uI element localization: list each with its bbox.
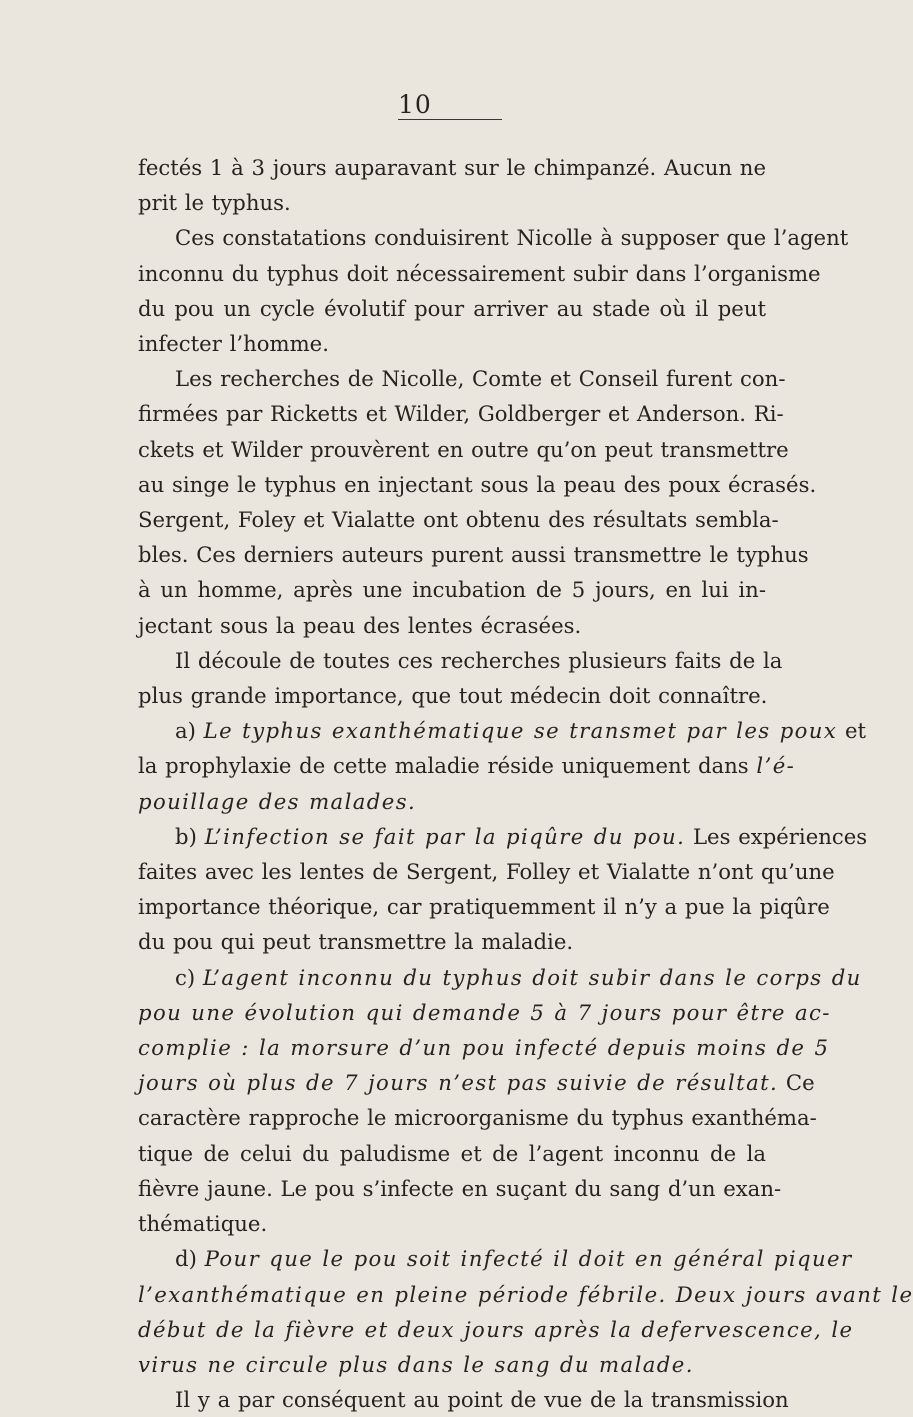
text-fragment: inconnu du typhus doit nécessairement subir dans l’organisme — [138, 260, 821, 286]
header-rule — [398, 119, 502, 120]
italic-text: l’exanthématique en pleine période fébrile. Deux jours avant le — [138, 1281, 913, 1307]
text-fragment: prit le typhus. — [138, 190, 291, 216]
text-fragment: firmées par Ricketts et Wilder, Goldberger et Anderson. Ri- — [138, 401, 784, 427]
text-fragment: Il y a par conséquent au point de vue de la transmission — [175, 1387, 789, 1413]
text-line — [138, 1347, 766, 1382]
text-fragment: du pou qui peut transmettre la maladie. — [138, 929, 574, 955]
text-line — [138, 1030, 830, 1065]
text-line — [138, 995, 831, 1030]
italic-text: pouillage des malades. — [138, 788, 417, 814]
italic-text: Pour que le pou soit infecté il doit en général piquer — [204, 1246, 853, 1272]
italic-text: L’agent inconnu du typhus doit subir dans le corps du — [202, 964, 862, 990]
text-fragment: d) — [175, 1246, 205, 1272]
text-fragment: a) — [175, 718, 204, 744]
text-line — [138, 608, 766, 643]
text-line — [138, 432, 789, 467]
text-fragment: importance théorique, car pratiquemment il n’y a pue la piqûre — [138, 894, 830, 920]
text-fragment: c) — [175, 964, 203, 990]
text-fragment: du pou un cycle évolutif pour arriver au stade où il peut — [138, 295, 766, 321]
text-line — [138, 678, 766, 713]
text-fragment: fièvre jaune. Le pou s’infecte en suçant du sang d’un exan- — [138, 1175, 782, 1201]
text-line — [138, 960, 862, 995]
text-fragment: fectés 1 à 3 jours auparavant sur le chimpanzé. Aucun ne — [138, 155, 766, 180]
italic-text: Le typhus exanthématique se transmet par les poux — [203, 718, 838, 744]
text-line — [138, 1136, 766, 1171]
text-fragment: Il découle de toutes ces recherches plusieurs faits de la — [175, 647, 783, 673]
text-fragment: plus grande importance, que tout médecin doit connaître. — [138, 683, 768, 709]
text-fragment: Ces constatations conduisirent Nicolle à supposer que l’agent — [175, 225, 849, 251]
body-text — [138, 150, 913, 1417]
italic-text: l’é- — [756, 753, 796, 779]
text-line — [138, 924, 766, 959]
text-fragment: tique de celui du paludisme et de l’agent inconnu de la — [138, 1140, 766, 1166]
text-line — [138, 643, 783, 678]
text-line — [138, 537, 809, 572]
text-line — [138, 150, 766, 185]
text-line — [138, 1065, 815, 1100]
text-fragment: Les recherches de Nicolle, Comte et Conseil furent con- — [175, 366, 786, 392]
text-line — [138, 854, 835, 889]
text-line — [138, 1206, 766, 1241]
text-line — [138, 572, 766, 607]
text-line — [138, 467, 817, 502]
italic-text: L’infection se fait par la piqûre du pou. — [204, 823, 686, 849]
text-line — [138, 1382, 789, 1417]
text-line — [138, 220, 849, 255]
italic-text: virus ne circule plus dans le sang du malade. — [138, 1351, 694, 1377]
text-fragment: Sergent, Foley et Vialatte ont obtenu des résultats sembla- — [138, 507, 779, 533]
text-line — [138, 502, 779, 537]
text-fragment: Ce — [778, 1070, 815, 1096]
text-fragment: Les expériences — [685, 823, 868, 849]
text-fragment: thématique. — [138, 1211, 268, 1237]
text-line — [138, 889, 830, 924]
text-line — [138, 361, 786, 396]
text-fragment: au singe le typhus en injectant sous la peau des poux écrasés. — [138, 471, 817, 497]
text-line — [138, 396, 784, 431]
text-fragment: jectant sous la peau des lentes écrasées. — [138, 612, 582, 638]
italic-text: pou une évolution qui demande 5 à 7 jours pour être ac- — [138, 999, 831, 1025]
text-line — [138, 819, 868, 854]
text-fragment: faites avec les lentes de Sergent, Folley et Vialatte n’ont qu’une — [138, 859, 835, 885]
text-line — [138, 1277, 913, 1312]
text-fragment: la prophylaxie de cette maladie réside uniquement dans — [138, 753, 757, 779]
text-line — [138, 1312, 854, 1347]
italic-text: début de la fièvre et deux jours après la defervescence, le — [138, 1316, 854, 1342]
text-line — [138, 291, 766, 326]
text-fragment: caractère rapproche le microorganisme du typhus exanthéma- — [138, 1105, 817, 1131]
italic-text: jours où plus de 7 jours n’est pas suivie de résultat. — [138, 1070, 779, 1096]
italic-text: complie : la morsure d’un pou infecté depuis moins de 5 — [138, 1035, 830, 1061]
text-line — [138, 256, 821, 291]
text-line — [138, 185, 766, 220]
text-line — [138, 1241, 853, 1276]
text-line — [138, 1100, 817, 1135]
text-fragment: bles. Ces derniers auteurs purent aussi transmettre le typhus — [138, 542, 809, 568]
page-number: 10 — [398, 90, 432, 119]
text-line — [138, 784, 766, 819]
text-line — [138, 1171, 782, 1206]
text-fragment: ckets et Wilder prouvèrent en outre qu’on peut transmettre — [138, 436, 789, 462]
text-fragment: infecter l’homme. — [138, 331, 329, 357]
text-fragment: et — [837, 718, 866, 744]
text-fragment: à un homme, après une incubation de 5 jours, en lui in- — [138, 577, 766, 603]
text-fragment: b) — [175, 823, 205, 849]
text-line — [138, 748, 796, 783]
text-line — [138, 713, 866, 748]
text-line — [138, 326, 766, 361]
